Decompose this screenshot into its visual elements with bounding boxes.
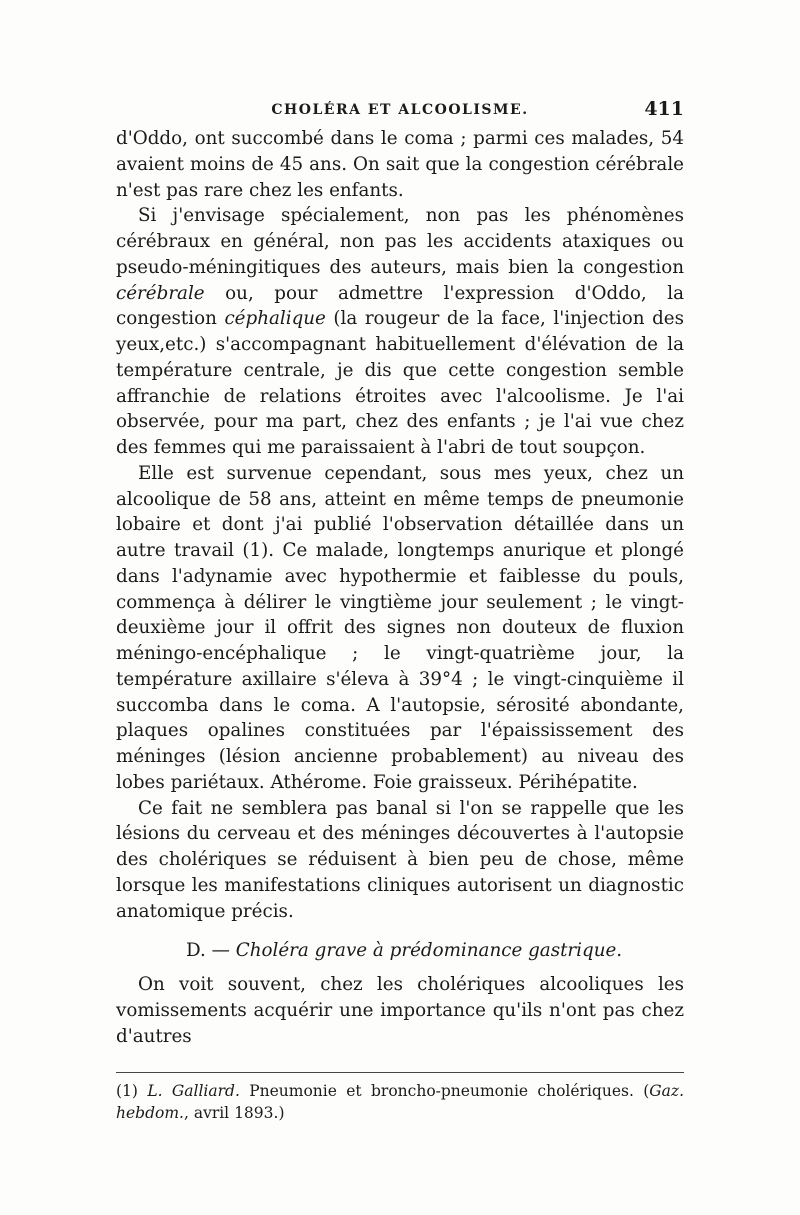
paragraph-4: Ce fait ne semblera pas banal si l'on se rappelle que les lésions du cerveau et des méninges découvertes à l'autopsie des cholériques se réduisent à bien peu de chose, même lorsque les manifestations cliniques autorisent un diagnostic anatomique précis. [116,797,684,922]
paragraph-5: On voit souvent, chez les cholériques alcooliques les vomissements acquérir une importance qu'ils n'ont pas chez d'autres [116,974,684,1047]
footnote-text: Pneumonie et broncho-pneumonie cholériques. ( [239,1082,650,1100]
page-body [116,126,684,1050]
paragraph-1: d'Oddo, ont succombé dans le coma ; parmi ces malades, 54 avaient moins de 45 ans. On sait que la congestion cérébrale n'est pas rare chez les enfants. [116,128,684,201]
footnote-journal: Gaz. hebdom. [116,1082,684,1122]
running-title: CHOLÉRA ET ALCOOLISME. [271,102,529,118]
footnote-date: , avril 1893.) [183,1104,285,1122]
emphasis-cerebrale: cérébrale [116,282,205,304]
section-letter: D. [186,940,206,962]
footnote-author: L. Galliard. [147,1082,240,1100]
paragraph-2 [116,203,684,461]
paragraph-2-text-b: ou, pour admettre l'expression d'Oddo, la congestion [116,282,684,330]
footnote [116,1080,684,1124]
paragraph-3: Elle est survenue cependant, sous mes yeux, chez un alcoolique de 58 ans, atteint en même temps de pneumonie lobaire et dont j'ai publié l'observation détaillée dans un autre travail (1). Ce malade, longtemps anurique et plongé dans l'adynamie avec hypothermie et faiblesse du pouls, commença à délirer le vingtième jour seulement ; le vingt-deuxième jour il offrit des signes non douteux de fluxion méningo-encéphalique ; le vingt-quatrième jour, la température axillaire s'éleva à 39°4 ; le vingt-cinquième il succomba dans le coma. A l'autopsie, sérosité abondante, plaques opalines constituées par l'épaississement des méninges (lésion ancienne probablement) au niveau des lobes pariétaux. Athérome. Foie graisseux. Périhépatite. [116,462,684,793]
section-dash: — [211,940,230,962]
section-heading [116,938,684,964]
footnote-divider [116,1072,684,1073]
page-header [116,98,684,124]
page-number: 411 [644,98,684,120]
footnote-marker: (1) [116,1082,138,1100]
section-title: Choléra grave à prédominance gastrique. [235,940,623,962]
emphasis-cephalique: céphalique [224,308,326,330]
paragraph-2-text-a: Si j'envisage spécialement, non pas les phénomènes cérébraux en général, non pas les accidents ataxiques ou pseudo-méningitiques des auteurs, mais bien la congestion [116,205,684,278]
paragraph-2-text-c: (la rougeur de la face, l'injection des yeux,etc.) s'accompagnant habituellement d'élévation de la température centrale, je dis que cette congestion semble affranchie de relations étroites avec l'alcoolisme. Je l'ai observée, pour ma part, chez des enfants ; je l'ai vue chez des femmes qui me paraissaient à l'abri de tout soupçon. [116,308,684,458]
